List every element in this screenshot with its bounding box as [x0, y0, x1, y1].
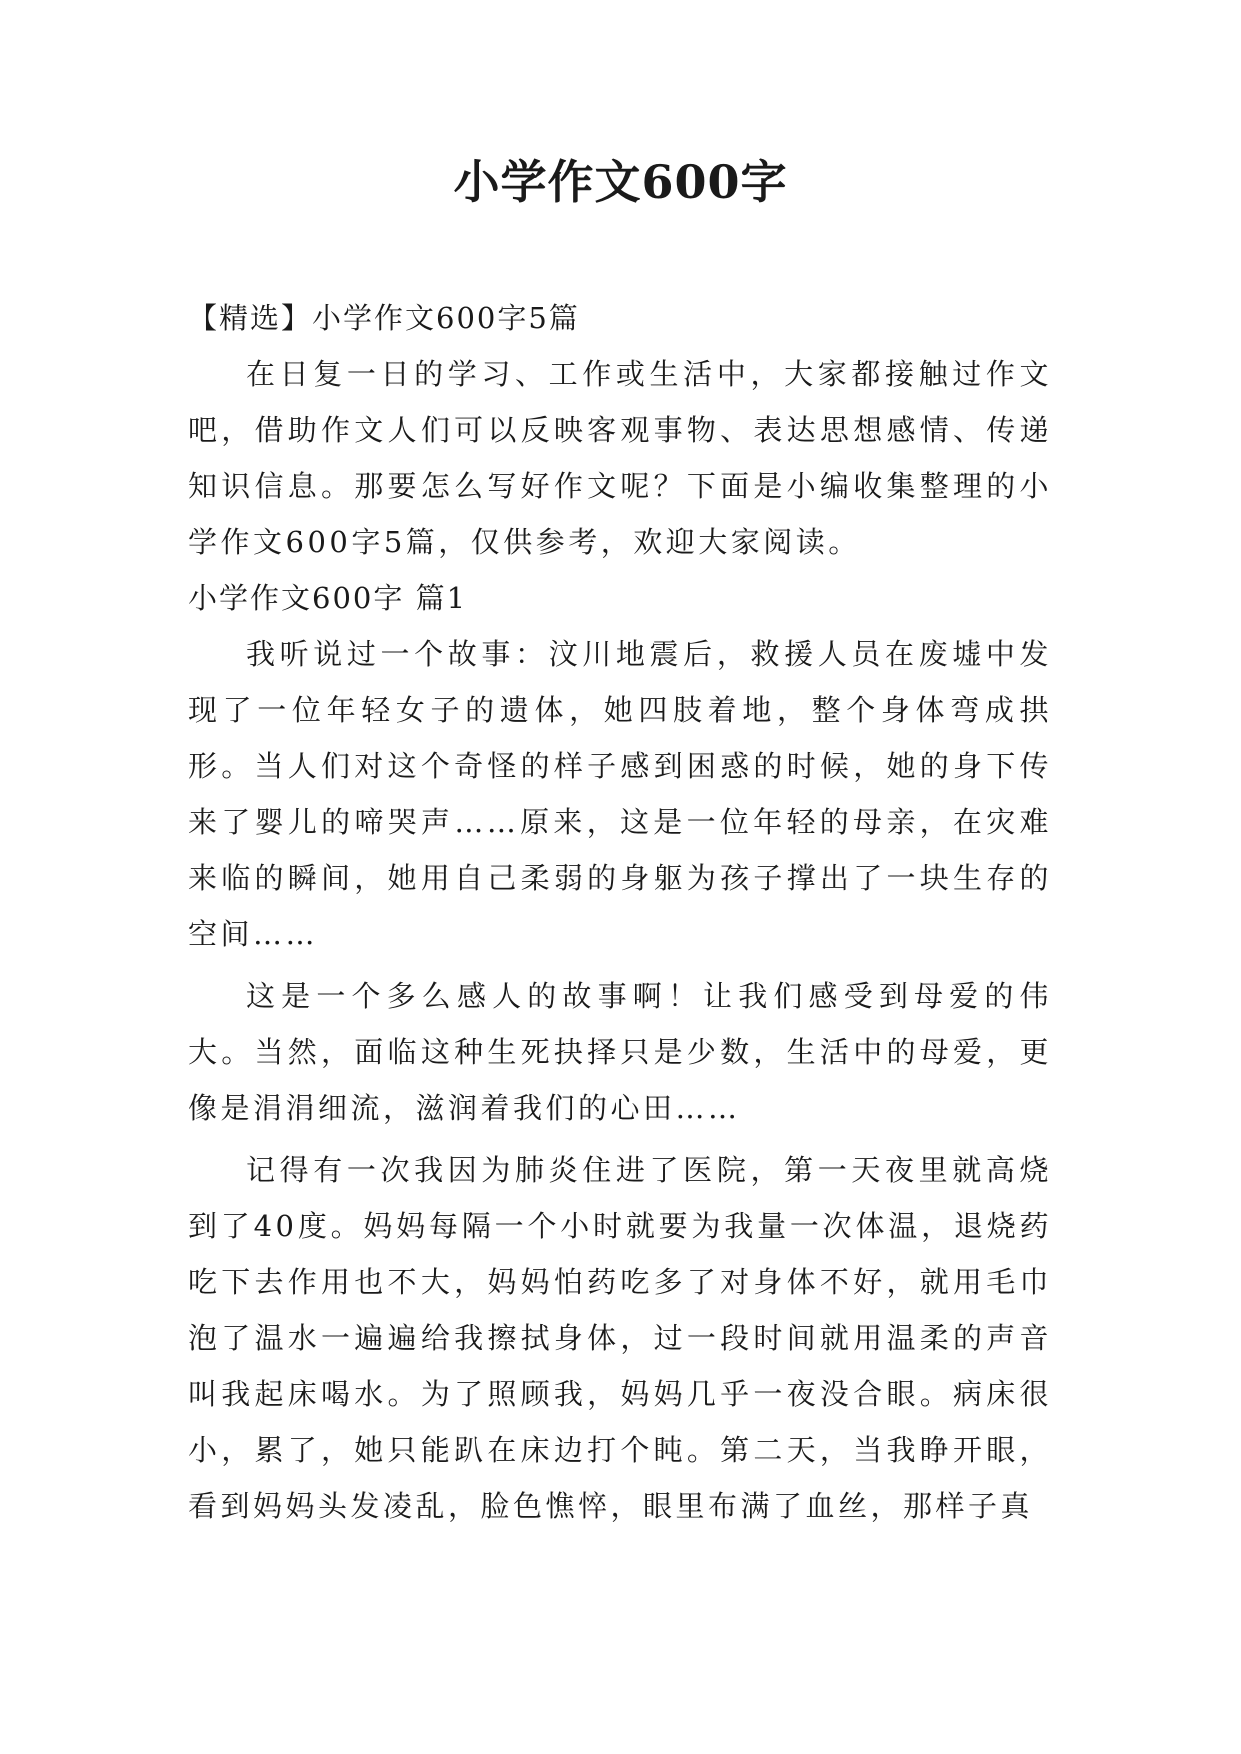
document-body — [188, 290, 1052, 1534]
body-paragraph: 记得有一次我因为肺炎住进了医院，第一天夜里就高烧到了40度。妈妈每隔一个小时就要为我量一次体温，退烧药吃下去作用也不大，妈妈怕药吃多了对身体不好，就用毛巾泡了温水一遍遍给我擦拭身体，过一段时间就用温柔的声音叫我起床喝水。为了照顾我，妈妈几乎一夜没合眼。病床很小，累了，她只能趴在床边打个盹。第二天，当我睁开眼，看到妈妈头发凌乱，脸色憔悴，眼里布满了血丝，那样子真 — [188, 1153, 1052, 1523]
body-paragraph: 这是一个多么感人的故事啊！让我们感受到母爱的伟大。当然，面临这种生死抉择只是少数，生活中的母爱，更像是涓涓细流，滋润着我们的心田…… — [188, 979, 1052, 1125]
intro-heading: 【精选】小学作文600字5篇 — [188, 301, 580, 335]
document-title: 小学作文600字 — [453, 155, 788, 209]
section-heading: 小学作文600字 篇1 — [188, 581, 468, 615]
intro-paragraph: 在日复一日的学习、工作或生活中，大家都接触过作文吧，借助作文人们可以反映客观事物、表达思想感情、传递知识信息。那要怎么写好作文呢？下面是小编收集整理的小学作文600字5篇，仅供参考，欢迎大家阅读。 — [188, 357, 1052, 559]
body-paragraph: 我听说过一个故事：汶川地震后，救援人员在废墟中发现了一位年轻女子的遗体，她四肢着地，整个身体弯成拱形。当人们对这个奇怪的样子感到困惑的时候，她的身下传来了婴儿的啼哭声……原来，这是一位年轻的母亲，在灾难来临的瞬间，她用自己柔弱的身躯为孩子撑出了一块生存的空间…… — [188, 637, 1052, 951]
